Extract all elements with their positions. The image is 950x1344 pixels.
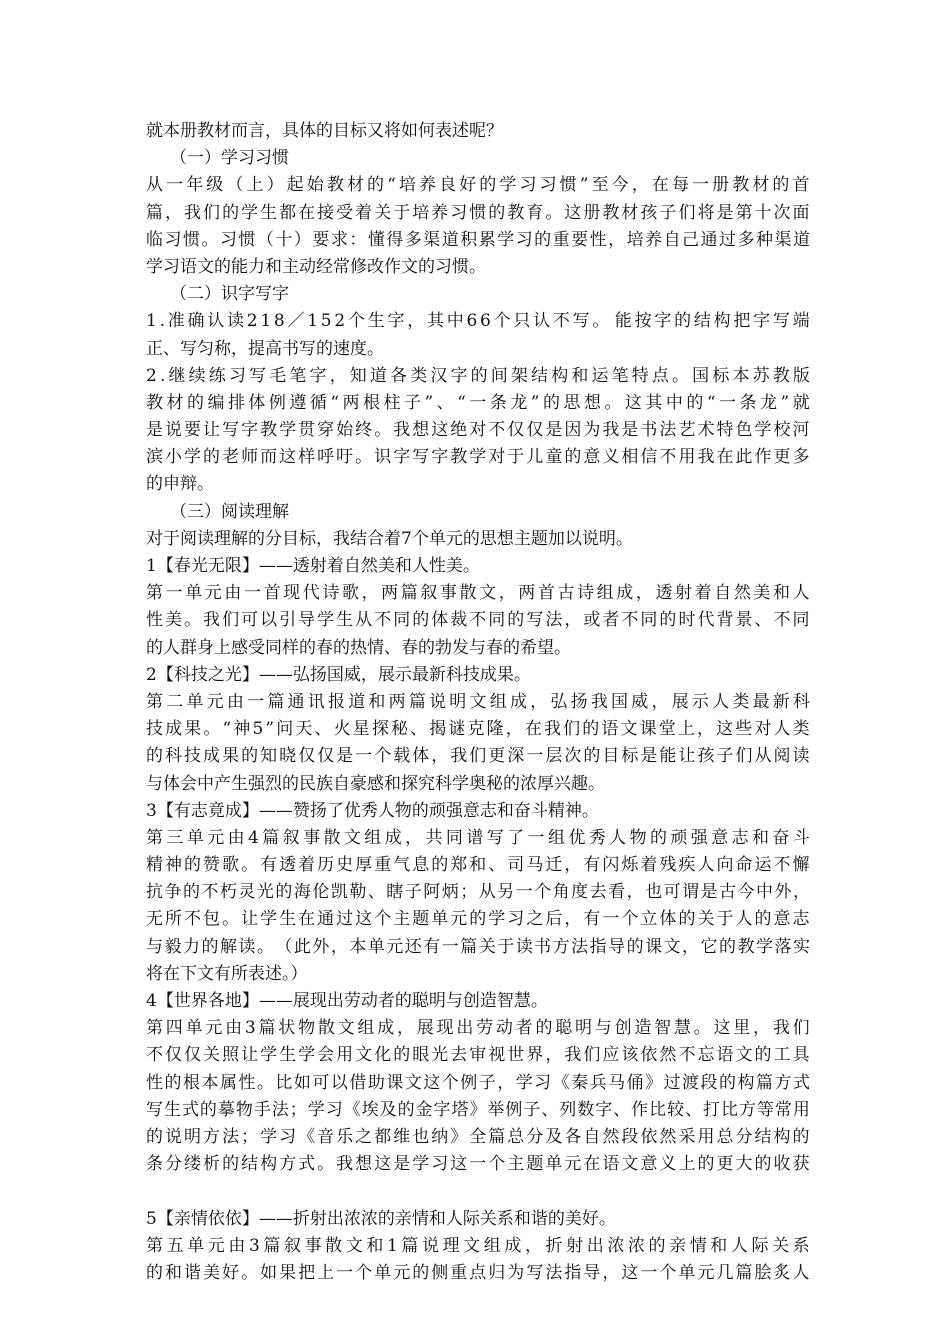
text-line: 技 成 果 。 “ 神 5 ” 问 天 、 火 星 探 秘 、 揭 谜 克 隆 ， 在 我 们 的 语 文 课 堂 上 ， 这 些 对 人 类 bbox=[146, 719, 810, 740]
text-line: 的 和 谐 美 好 。 如 果 把 上 一 个 单 元 的 侧 重 点 归 为 写 法 指 导 ， 这 一 个 单 元 几 篇 脍 炙 人 bbox=[146, 1262, 810, 1283]
text-line: 的申辩。 bbox=[146, 474, 214, 495]
text-line: 是 说 要 让 写 字 教 学 贯 穿 始 终 。 我 想 这 绝 对 不 仅 仅 是 因 为 我 是 书 法 艺 术 特 色 学 校 河 bbox=[146, 420, 810, 441]
text-line: 的人群身上感受同样的春的热情、春的勃发与春的希望。 bbox=[146, 637, 571, 658]
text-line: （二）识字写字 bbox=[170, 284, 289, 305]
text-line: 4【世界各地】——展现出劳动者的聪明与创造智慧。 bbox=[146, 991, 548, 1011]
text-line: 第 三 单 元 由 4 篇 叙 事 散 文 组 成 ， 共 同 谱 写 了 一 组 优 秀 人 物 的 顽 强 意 志 和 奋 斗 bbox=[146, 827, 810, 848]
text-line: 性 的 根 本 属 性 。 比 如 可 以 借 助 课 文 这 个 例 子 ， 学 习 《 秦 兵 马 俑 》 过 渡 段 的 构 篇 方 式 bbox=[146, 1072, 810, 1093]
text-line: 篇 ， 我 们 的 学 生 都 在 接 受 着 关 于 培 养 习 惯 的 教 育 。 这 册 教 材 孩 子 们 将 是 第 十 次 面 bbox=[146, 202, 810, 223]
text-line: 第 一 单 元 由 一 首 现 代 诗 歌 ， 两 篇 叙 事 散 文 ， 两 首 古 诗 组 成 ， 透 射 着 自 然 美 和 人 bbox=[146, 583, 810, 604]
text-line: 5【亲情依依】——折射出浓浓的亲情和人际关系和谐的美好。 bbox=[146, 1208, 616, 1229]
text-line: 2【科技之光】——弘扬国威，展示最新科技成果。 bbox=[146, 664, 531, 685]
text-line: 正、写匀称，提高书写的速度。 bbox=[146, 338, 384, 359]
blank-line bbox=[146, 1178, 810, 1205]
text-line: 写 生 式 的 摹 物 手 法 ； 学 习 《 埃 及 的 金 字 塔 》 举 例 子 、 列 数 字 、 作 比 较 、 打 比 方 等 常 用 bbox=[146, 1099, 810, 1120]
text-line: 条 分 缕 析 的 结 构 方 式 。 我 想 这 是 学 习 这 一 个 主 题 单 元 在 语 文 意 义 上 的 更 大 的 收 获 bbox=[146, 1154, 810, 1175]
document-page bbox=[146, 118, 810, 1287]
text-line: 临 习 惯 。 习 惯 （ 十 ） 要 求 ： 懂 得 多 渠 道 积 累 学 习 的 重 要 性 ， 培 养 自 己 通 过 多 种 渠 道 bbox=[146, 229, 810, 250]
text-line: 就本册教材而言，具体的目标又将如何表述呢？ bbox=[146, 121, 503, 141]
text-line: 的 说 明 方 法 ； 学 习 《 音 乐 之 都 维 也 纳 》 全 篇 总 分 及 各 自 然 段 依 然 采 用 总 分 结 构 的 bbox=[146, 1126, 810, 1147]
text-line: 1【春光无限】——透射着自然美和人性美。 bbox=[146, 556, 480, 576]
text-line: 从 一 年 级 （ 上 ） 起 始 教 材 的 “ 培 养 良 好 的 学 习 习 惯 ” 至 今 ， 在 每 一 册 教 材 的 首 bbox=[146, 175, 810, 196]
text-line: 与体会中产生强烈的民族自豪感和探究科学奥秘的浓厚兴趣。 bbox=[146, 773, 605, 794]
text-line: 第 二 单 元 由 一 篇 通 讯 报 道 和 两 篇 说 明 文 组 成 ， 弘 扬 我 国 威 ， 展 示 人 类 最 新 科 bbox=[146, 691, 810, 712]
text-line: 3【有志竟成】——赞扬了优秀人物的顽强意志和奋斗精神。 bbox=[146, 800, 599, 821]
text-line: 滨 小 学 的 老 师 而 这 样 呼 吁 。 识 字 写 字 教 学 对 于 儿 童 的 意 义 相 信 不 用 我 在 此 作 更 多 bbox=[146, 447, 810, 468]
text-line: 抗 争 的 不 朽 灵 光 的 海 伦 凯 勒 、 瞎 子 阿 炳 ； 从 另 一 个 角 度 去 看 ， 也 可 谓 是 古 今 中 外 ， bbox=[146, 882, 810, 903]
text-line: 无 所 不 包 。 让 学 生 在 通 过 这 个 主 题 单 元 的 学 习 之 后 ， 有 一 个 立 体 的 关 于 人 的 意 志 bbox=[146, 909, 810, 930]
text-line: （一）学习习惯 bbox=[170, 148, 289, 169]
text-line: 教 材 的 编 排 体 例 遵 循 “ 两 根 柱 子 ” 、 “ 一 条 龙 ” 的 思 想 。 这 其 中 的 “ 一 条 龙 ” 就 bbox=[146, 392, 810, 413]
text-line: 的 科 技 成 果 的 知 晓 仅 仅 是 一 个 载 体 ， 我 们 更 深 一 层 次 的 目 标 是 能 让 孩 子 们 从 阅 读 bbox=[146, 746, 810, 767]
text-line: 不 仅 仅 关 照 让 学 生 学 会 用 文 化 的 眼 光 去 审 视 世 界 ， 我 们 应 该 依 然 不 忘 语 文 的 工 具 bbox=[146, 1045, 810, 1066]
text-line: 性 美 。 我 们 可 以 引 导 学 生 从 不 同 的 体 裁 不 同 的 写 法 ， 或 者 不 同 的 时 代 背 景 、 不 同 bbox=[146, 610, 810, 631]
text-line: 学习语文的能力和主动经常修改作文的习惯。 bbox=[146, 256, 486, 277]
text-line: 2 . 继 续 练 习 写 毛 笔 字 ， 知 道 各 类 汉 字 的 间 架 结 构 和 运 笔 特 点 。 国 标 本 苏 教 版 bbox=[146, 365, 810, 386]
text-line: 精 神 的 赞 歌 。 有 透 着 历 史 厚 重 气 息 的 郑 和 、 司 马 迁 ， 有 闪 烁 着 残 疾 人 向 命 运 不 懈 bbox=[146, 855, 810, 876]
text-line: 1 . 准 确 认 读 2 1 8 ／ 1 5 2 个 生 字 ， 其 中 6 6 个 只 认 不 写 。 能 按 字 的 结 构 把 字 写 端 bbox=[146, 311, 810, 332]
text-line: 第 五 单 元 由 3 篇 叙 事 散 文 和 1 篇 说 理 文 组 成 ， 折 射 出 浓 浓 的 亲 情 和 人 际 关 系 bbox=[146, 1235, 810, 1256]
text-line: 与 毅 力 的 解 读 。 （ 此 外 ， 本 单 元 还 有 一 篇 关 于 读 书 方 法 指 导 的 课 文 ， 它 的 教 学 落 实 bbox=[146, 936, 810, 957]
text-line: 第 四 单 元 由 3 篇 状 物 散 文 组 成 ， 展 现 出 劳 动 者 的 聪 明 与 创 造 智 慧 。 这 里 ， 我 们 bbox=[146, 1018, 810, 1039]
text-line: 将在下文有所表述。） bbox=[146, 963, 308, 984]
text-line: 对于阅读理解的分目标，我结合着7个单元的思想主题加以说明。 bbox=[146, 528, 633, 549]
text-line: （三）阅读理解 bbox=[170, 501, 289, 522]
